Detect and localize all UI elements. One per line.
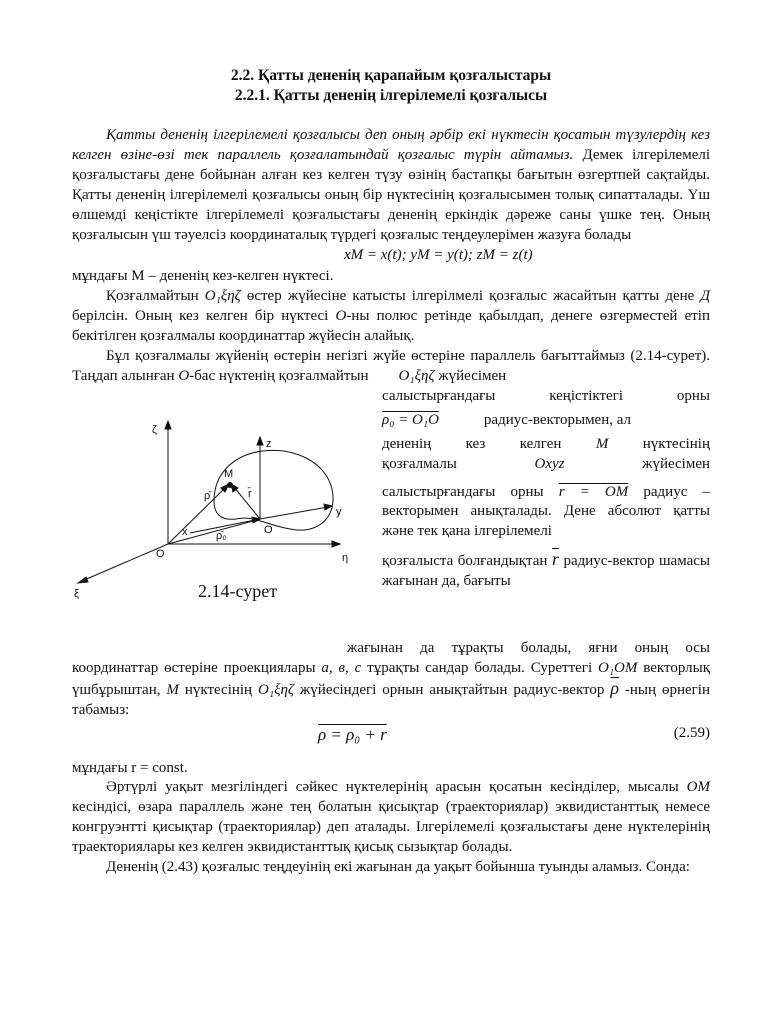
r-equation: r = OM xyxy=(558,483,629,500)
label-eta: η xyxy=(342,551,349,564)
paragraph-derivative: Дененің (2.43) қозғалыс теңдеуінің екі жағынан да уақыт бойынша туынды аламыз. Сонда: xyxy=(106,859,690,876)
triangle-symbol: O₁OM xyxy=(598,659,638,676)
paragraph-text: Демек ілгерілемелі қозғалыстағы дене бойынан алған кез келген түзу өзінің бастапқы бағытын өзгертпей сақтайды. Қатты дененің ілгерілемелі қозғалысы оның бір нүктесінің қозғалысымен толық сипатталады. Үш өлшемді кеңістікте ілгерілемелі қозғалыстағы дененің еркіндік дәреже саны үшке тең. Оның қозғалысын үш тәуелсіз координаталық түрдегі қозғалыс теңдеулерімен жазуға болады xyxy=(72,146,711,243)
side-line xyxy=(382,455,710,475)
side-line xyxy=(382,411,710,431)
side-line xyxy=(382,435,710,455)
text-run: тұрақты сандар болады. Суреттегі xyxy=(361,659,598,676)
equation-text: xM = x(t); yM = y(t); zM = z(t) xyxy=(344,247,533,264)
side-line: векторымен анықталады. Дене абсолют қатты және тек қана ілгерілемелі xyxy=(382,503,710,540)
figure-block xyxy=(72,387,710,645)
text-run: -ны полюс ретінде қабылдап, денеге өзгерместей етіп бекітілген қозғалмалы координаттар жүйесін алайық. xyxy=(72,308,710,345)
paragraph-fixed-system xyxy=(72,287,710,347)
label-x: x xyxy=(182,525,188,538)
zeta-arrow-icon xyxy=(165,421,171,429)
segment-symbol: ОМ xyxy=(686,779,710,796)
side-line: салыстырғандағы кеңістіктегі орны xyxy=(382,387,710,404)
point-symbol: О xyxy=(178,367,190,384)
point-symbol: М xyxy=(595,435,609,452)
label-m: M xyxy=(224,467,234,480)
text-run: радиус-векторымен, ал xyxy=(483,411,632,428)
text-run: жүйесіндегі орнын анықтайтын радиус-вектор xyxy=(294,681,611,698)
r-symbol: $\overline{r}$ xyxy=(551,549,559,570)
xi-arrow-icon xyxy=(78,577,88,583)
equation-number: (2.59) xyxy=(673,724,710,741)
system-symbol: Oxyz xyxy=(534,455,565,472)
side-line xyxy=(382,483,710,503)
text-run: нүктесінің xyxy=(178,681,259,698)
text-run: -ның өрнегін табамыз: xyxy=(72,681,710,718)
paragraph-definition xyxy=(72,126,710,245)
label-y: y xyxy=(336,505,342,518)
text-run: қозғалыста болғандықтан xyxy=(382,553,552,570)
figure-side-text xyxy=(382,387,710,592)
paragraph-where-r: мұндағы r = const. xyxy=(72,759,188,776)
side-line xyxy=(382,550,710,592)
text-run: салыстырғандағы орны xyxy=(382,483,559,500)
kinematics-figure xyxy=(64,411,364,600)
z-arrow-icon xyxy=(257,437,263,445)
text-run: -бас нүктенің қозғалмайтын xyxy=(189,367,369,384)
text-run: жүйесімен xyxy=(434,367,507,384)
system-symbol: O₁ξηζ xyxy=(204,288,241,305)
label-o: O xyxy=(264,523,273,536)
rho0-equation: ρ₀ = O₁O xyxy=(382,411,439,428)
label-xi: ξ xyxy=(74,587,79,600)
text-run: радиус-вектор шамасы жағынан да, бағыты xyxy=(382,553,710,590)
text-run: Әртүрлі уақыт мезгіліндегі сәйкес нүктелерінің арасын қосатын кесінділер, мысалы xyxy=(106,779,687,796)
rho-symbol: $\overline{\rho}$ xyxy=(610,677,619,698)
text-run: нүктесінің xyxy=(608,435,710,452)
label-z: z xyxy=(266,437,272,450)
text-run: жағынан да тұрақты болады, яғни оның осы координаттар өстеріне проекциялары xyxy=(72,639,710,676)
label-r: r̄ xyxy=(248,487,252,500)
point-m xyxy=(228,482,233,487)
point-symbol: М xyxy=(166,681,179,698)
r-vector xyxy=(234,487,260,519)
text-run: Қозғалмайтын xyxy=(106,288,205,305)
system-symbol: O₁ξηζ xyxy=(258,681,294,698)
y-axis xyxy=(260,507,328,519)
point-symbol: О xyxy=(335,308,347,325)
definition-text: Қатты дененің ілгерілемелі қозғалысы деп оның әрбір екі нүктесін қосатын түзулердің кез келген өзіне-өзі тек параллель қозғалатындай қозғалыс түрін айтамыз. xyxy=(72,127,710,163)
body-symbol: Д xyxy=(700,288,711,305)
constants-symbol: а, в, с xyxy=(321,659,362,676)
equation-coordinates xyxy=(72,245,710,267)
equation-text: ρ = ρ₀ + r xyxy=(318,724,387,744)
label-zeta: ζ xyxy=(152,423,157,436)
text-run: жүйесімен xyxy=(642,455,711,472)
section-heading: 2.2. Қатты дененің қарапайым қозғалыстары xyxy=(230,67,552,84)
text-run: берілсін. Оның кез келген бір нүктесі xyxy=(72,308,336,325)
document-page xyxy=(72,66,710,878)
paragraph-projections xyxy=(72,639,710,721)
text-run: дененің кез келген xyxy=(382,435,596,452)
system-symbol: O₁ξηζ xyxy=(398,367,435,384)
text-run: векторлық үшбұрыштан, xyxy=(72,659,710,698)
label-rho0: ρ̄₀ xyxy=(216,529,227,542)
eta-arrow-icon xyxy=(332,541,340,547)
label-rho: ρ̄ xyxy=(204,489,211,502)
label-o1: O xyxy=(156,547,165,560)
equation-2-59 xyxy=(72,721,710,745)
text-run: қозғалмалы xyxy=(382,455,457,472)
paragraph-where-m: мұндағы М – дененің кез-келген нүктесі. xyxy=(72,268,334,285)
text-run: Бұл қозғалмалы жүйенің өстерін негізгі жүйе өстеріне параллель бағыттаймыз (2.14-сурет). Таңдап алынған xyxy=(72,348,710,384)
text-run: өстер жүйесіне катысты ілгерілмелі қозғалыс жасайтын қатты дене xyxy=(240,288,701,305)
text-run: кесіндісі, өзара параллель және тең болатын қисықтар (траекториялар) эквидистанттық немесе конгруэнтті қисықтар (траекториялар) деп аталады. Ілгерілемелі қозғалыстағы дене нүктелерінің траекториялары кез келген эквидистанттық қисық сызықтар болады. xyxy=(72,799,710,856)
figure-caption: 2.14-сурет xyxy=(198,580,278,601)
paragraph-trajectories xyxy=(72,778,710,858)
y-arrow-icon xyxy=(324,504,332,510)
body-outline xyxy=(214,450,333,530)
paragraph-moving-system xyxy=(72,347,710,387)
text-run: радиус – xyxy=(628,483,710,500)
subsection-heading: 2.2.1. Қатты дененің ілгерілемелі қозғалысы xyxy=(234,87,548,104)
